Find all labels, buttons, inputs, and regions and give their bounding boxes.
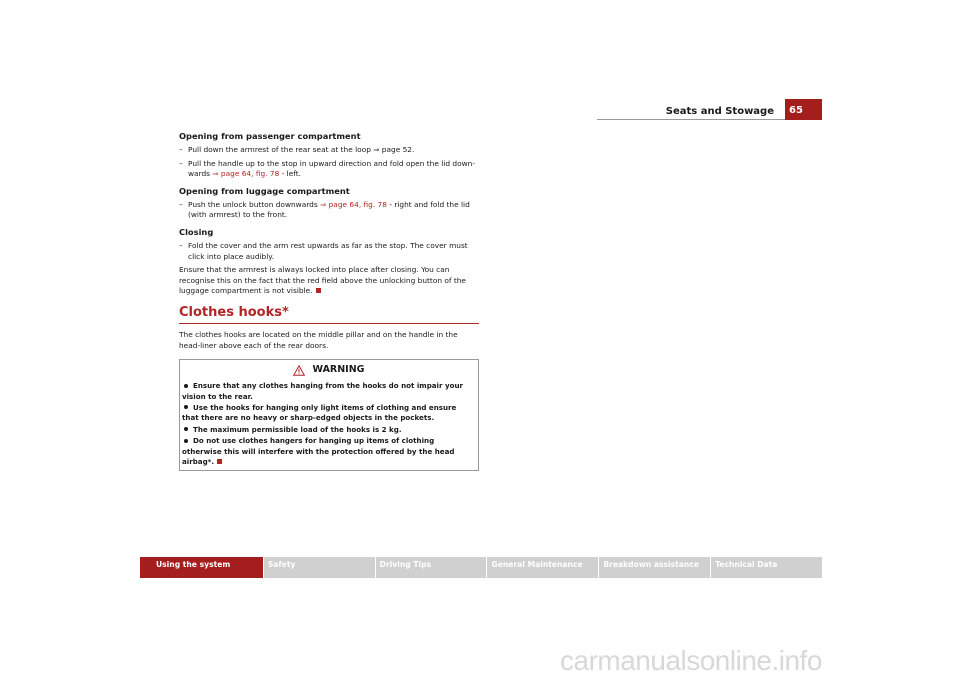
warning-item: The maximum permissible load of the hooks is 2 kg. bbox=[182, 425, 475, 435]
bullet-icon bbox=[184, 384, 188, 388]
header-rule bbox=[597, 119, 785, 120]
section-heading-clothes-hooks: Clothes hooks* bbox=[179, 305, 479, 324]
bullet-icon bbox=[184, 427, 188, 431]
tab-using-the-system[interactable]: Using the system bbox=[140, 557, 263, 578]
tab-general-maintenance[interactable]: General Maintenance bbox=[487, 557, 598, 578]
step-passenger-1: – Pull down the armrest of the rear seat at the loop ⇒ page 52. bbox=[179, 145, 479, 156]
warning-box bbox=[179, 359, 479, 471]
section-end-mark bbox=[316, 288, 321, 293]
heading-opening-luggage: Opening from luggage compartment bbox=[179, 185, 350, 196]
closing-paragraph: Ensure that the armrest is always locked into place after closing. You can recognise this on the fact that the red field above the unlocking button of the luggage compartment is not visible. bbox=[179, 265, 466, 296]
warning-item: Do not use clothes hangers for hanging up items of clothing otherwise this will interfere with the protection offered by the head airbag*. bbox=[182, 436, 455, 466]
step-passenger-2: – Pull the handle up to the stop in upward direction and fold open the lid down-wards ⇒ page 64, fig. 78 - left. bbox=[179, 159, 479, 180]
heading-closing: Closing bbox=[179, 226, 214, 237]
page-number: 65 bbox=[785, 99, 822, 120]
clothes-hooks-paragraph: The clothes hooks are located on the middle pillar and on the handle in the head-liner above each of the rear doors. bbox=[179, 329, 458, 350]
watermark: carmanualsonline.info bbox=[560, 645, 822, 676]
page-reference-link[interactable]: ⇒ page 64, fig. 78 bbox=[320, 199, 387, 209]
tab-technical-data[interactable]: Technical Data bbox=[711, 557, 822, 578]
warning-triangle-icon bbox=[293, 365, 305, 376]
bullet-icon bbox=[184, 405, 188, 409]
main-content bbox=[179, 131, 479, 471]
step-luggage-1: – Push the unlock button downwards ⇒ page 64, fig. 78 - right and fold the lid (with armrest) to the front. bbox=[179, 200, 479, 221]
heading-opening-passenger: Opening from passenger compartment bbox=[179, 131, 361, 141]
bullet-icon bbox=[184, 439, 188, 443]
warning-item: Use the hooks for hanging only light items of clothing and ensure that there are no heavy or sharp-edged objects in the pockets. bbox=[182, 402, 457, 423]
tab-driving-tips[interactable]: Driving Tips bbox=[376, 557, 487, 578]
page-reference-link[interactable]: ⇒ page 64, fig. 78 bbox=[212, 169, 280, 179]
chapter-nav bbox=[140, 557, 822, 578]
warning-item: Ensure that any clothes hanging from the hooks do not impair your vision to the rear. bbox=[182, 381, 464, 401]
section-end-mark bbox=[217, 459, 222, 464]
header-title: Seats and Stowage bbox=[665, 106, 774, 117]
step-closing-1: – Fold the cover and the arm rest upwards as far as the stop. The cover must click into place audibly. bbox=[179, 241, 479, 262]
warning-title: WARNING bbox=[312, 364, 365, 376]
tab-safety[interactable]: Safety bbox=[264, 557, 375, 578]
tab-breakdown-assistance[interactable]: Breakdown assistance bbox=[599, 557, 710, 578]
